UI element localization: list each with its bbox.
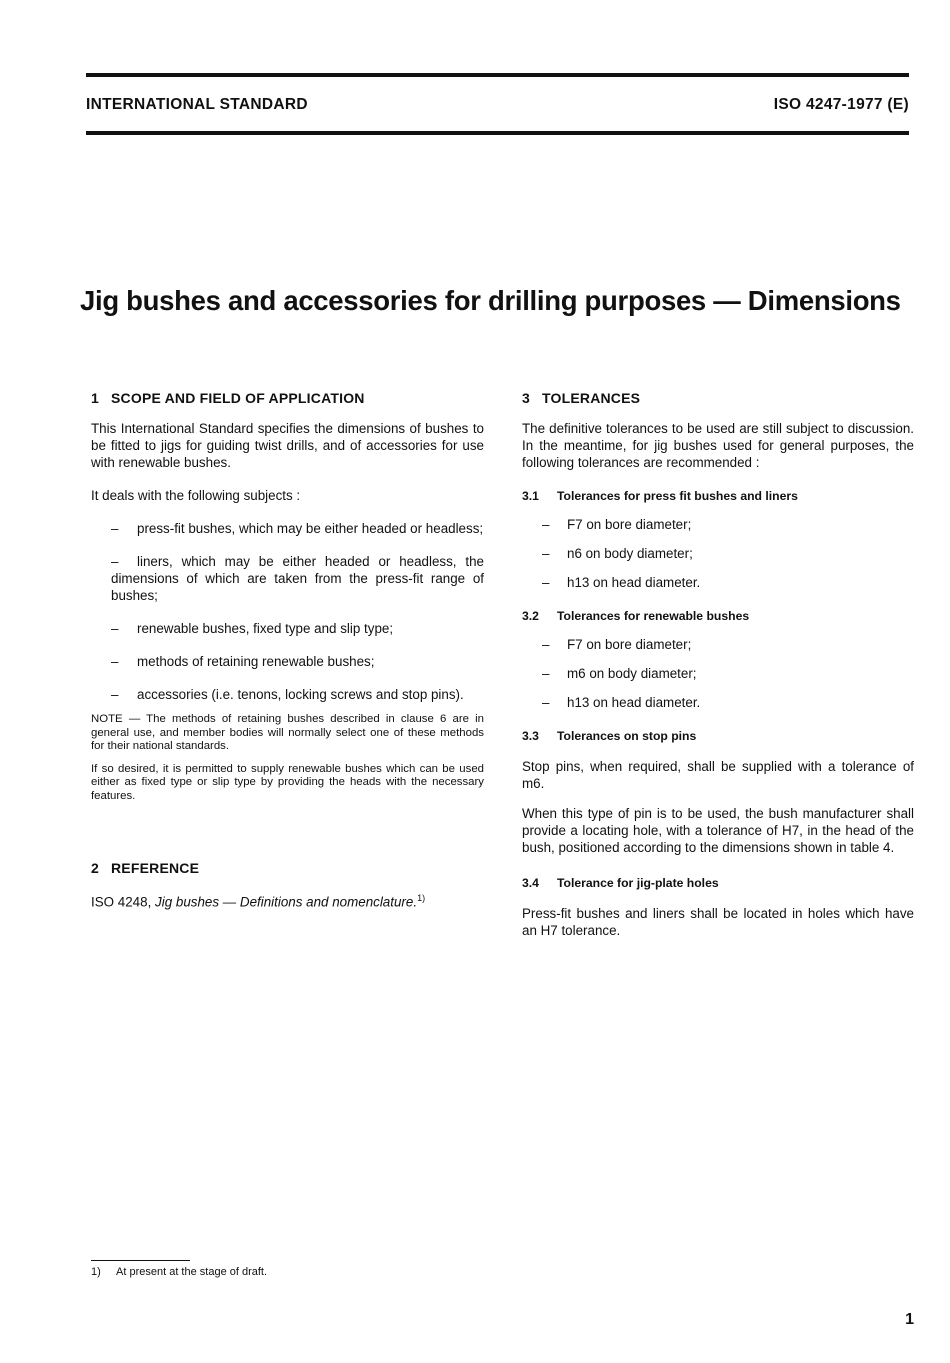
subject-item: – renewable bushes, fixed type and slip type; (111, 621, 394, 636)
header-bottom-rule (86, 131, 909, 135)
document-type: INTERNATIONAL STANDARD (86, 96, 308, 113)
section-2-heading: 2 REFERENCE (91, 859, 200, 876)
subject-item: – press-fit bushes, which may be either headed or headless; (111, 521, 484, 536)
header-top-rule (86, 73, 909, 77)
section-2-reference: ISO 4248, Jig bushes — Definitions and nomenclature.$^{1)}$ (91, 892, 426, 910)
subsection-3-2-heading: 3.2 Tolerances for renewable bushes (522, 609, 750, 623)
section-3-heading: 3 TOLERANCES (522, 390, 641, 406)
section-1-heading: 1 SCOPE AND FIELD OF APPLICATION (91, 390, 365, 406)
left-column (91, 390, 484, 910)
subsection-3-1-heading: 3.1 Tolerances for press fit bushes and liners (522, 489, 798, 503)
section-1-subjects-intro: It deals with the following subjects : (91, 488, 301, 503)
right-column (522, 390, 914, 939)
standard-reference: ISO 4247-1977 (E) (773, 96, 909, 113)
page-number: 1 (905, 1311, 914, 1328)
tolerance-item: – h13 on head diameter. (542, 695, 701, 710)
subject-item: – accessories (i.e. tenons, locking screws and stop pins). (111, 687, 464, 702)
subsection-3-4-heading: 3.4 Tolerance for jig-plate holes (522, 876, 719, 890)
section-3-intro: The definitive tolerances to be used are still subject to discussion. In the meantime, for jig bushes used for general purposes, the following tolerances are recommended : (522, 421, 914, 470)
note-continuation: If so desired, it is permitted to supply renewable bushes which can be used either as fixed type or slip type by providing the heads with the necessary features. (91, 762, 484, 802)
tolerance-item: – n6 on body diameter; (542, 546, 693, 561)
subject-item: – liners, which may be either headed or headless, the dimensions of which are taken from the press-fit range of bushes; (111, 554, 484, 603)
subsection-3-3-para1: Stop pins, when required, shall be supplied with a tolerance of m6. (522, 759, 914, 791)
tolerance-item: – F7 on bore diameter; (542, 637, 692, 652)
subsection-3-3-para2: When this type of pin is to be used, the bush manufacturer shall provide a locating hole, with a tolerance of H7, in the head of the bush, positioned according to the dimensions shown in table 4. (522, 806, 914, 855)
tolerance-item: – h13 on head diameter. (542, 575, 701, 590)
document-title: Jig bushes and accessories for drilling purposes — Dimensions (80, 285, 901, 316)
tolerance-item: – m6 on body diameter; (542, 666, 697, 681)
footnote-rule (91, 1260, 190, 1261)
tolerance-item: – F7 on bore diameter; (542, 517, 692, 532)
subsection-3-4-para: Press-fit bushes and liners shall be located in holes which have an H7 tolerance. (522, 906, 914, 938)
subsection-3-3-heading: 3.3 Tolerances on stop pins (522, 729, 697, 743)
note: NOTE — The methods of retaining bushes described in clause 6 are in general use, and member bodies will normally select one of these methods for their national standards. (91, 713, 484, 753)
subject-item: – methods of retaining renewable bushes; (111, 654, 375, 669)
footnote: 1) At present at the stage of draft. (91, 1266, 268, 1278)
section-1-intro: This International Standard specifies the dimensions of bushes to be fitted to jigs for guiding twist drills, and of accessories for use with renewable bushes. (91, 421, 484, 470)
